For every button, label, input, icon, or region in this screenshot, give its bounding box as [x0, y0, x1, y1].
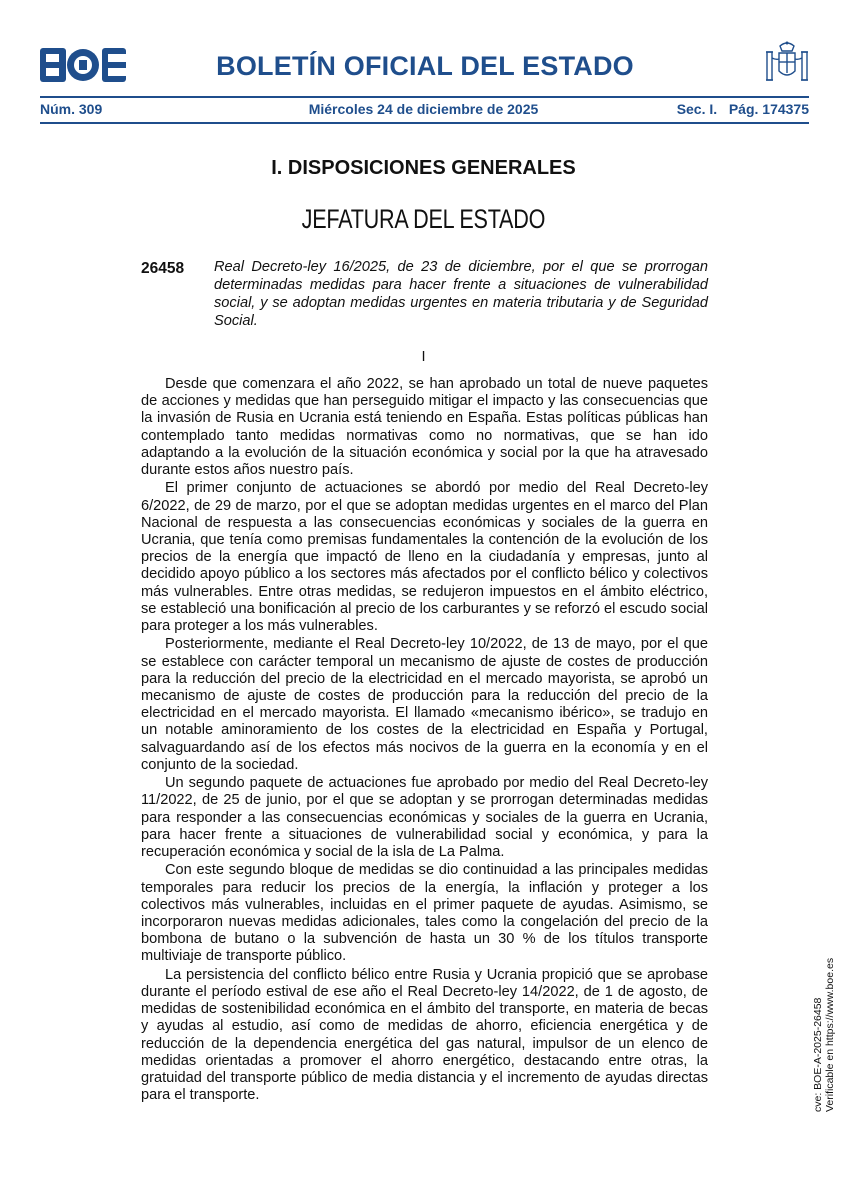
issue-number: Núm. 309	[40, 101, 103, 117]
paragraph: Con este segundo bloque de medidas se dio continuidad a las principales medidas temporales para reducir los precios de la energía, la inflación y proteger a los colectivos más vulnerables, incluidas en el primer paquete de ayudas. Asimismo, se incorporaron nuevas medidas adicionales, tales como la congelación del precio de la bombona de butano o la subvención de hasta un 30 % de los títulos transporte multiviaje de transporte público.	[141, 862, 708, 965]
paragraph: El primer conjunto de actuaciones se abordó por medio del Real Decreto-ley 6/2022, de 29 de marzo, por el que se adoptan medidas urgentes en el marco del Plan Nacional de respuesta a las consecuencias económicas y sociales de la guerra en Ucrania, que tenía como premisas fundamentales la contención de la evolución de los precios de la energía que impactó de lleno en la ciudadanía y empresas, junto al decidido apoyo público a los sectores más afectados por el conflicto bélico y colectivos más vulnerables. Entre otras medidas, se redujeron impuestos en el ámbito eléctrico, se estableció una bonificación al precio de los carburantes y se reforzó el escudo social para proteger a los más vulnerables.	[141, 480, 708, 635]
cve-code: cve: BOE-A-2025-26458	[812, 997, 824, 1112]
document-body	[141, 376, 708, 1106]
paragraph: La persistencia del conflicto bélico entre Rusia y Ucrania propició que se aprobase durante el período estival de ese año el Real Decreto-ley 14/2022, de 1 de agosto, de medidas de sostenibilidad económica en el ámbito del transporte, en materia de becas y ayudas al estudio, así como de medidas de ahorro, eficiencia energética y de reducción de la dependencia energética del gas natural, impulsor de un elenco de medidas orientadas a promover el ahorro energético, destacando entre otras, la gratuidad del transporte público de media distancia y el incremento de ayudas directas para el transporte.	[141, 966, 708, 1104]
disposition-title: Real Decreto-ley 16/2025, de 23 de diciembre, por el que se prorrogan determinadas medidas para hacer frente a situaciones de vulnerabilidad social, y se adoptan medidas urgentes en materia tributaria y de Seguridad Social.	[214, 259, 708, 329]
organism-title: JEFATURA DEL ESTADO	[301, 204, 546, 234]
header-bottom-rule	[40, 122, 809, 124]
issue-date: Miércoles 24 de diciembre de 2025	[308, 101, 539, 117]
verification-url: Verificable en https://www.boe.es	[824, 957, 836, 1112]
section-page: Sec. I. Pág. 174375	[676, 101, 809, 117]
newspaper-title: BOLETÍN OFICIAL DEL ESTADO	[216, 51, 634, 81]
paragraph: Posteriormente, mediante el Real Decreto-ley 10/2022, de 13 de mayo, por el que se establece con carácter temporal un mecanismo de ajuste de costes de producción para la reducción del precio de la electricidad en el mercado mayorista, se aprobó un mecanismo de ajuste de costes de producción para la reducción del precio de la electricidad en el mercado mayorista. El llamado «mecanismo ibérico», se tradujo en un notable aminoramiento de los costes de la electricidad en España y Portugal, salvaguardando así de los efectos más nocivos de la guerra en la economía y en el conjunto de la sociedad.	[141, 636, 708, 773]
paragraph: Desde que comenzara el año 2022, se han aprobado un total de nueve paquetes de acciones y medidas que han perseguido mitigar el impacto y las consecuencias que la invasión de Rusia en Ucrania está teniendo en España. Estas políticas públicas han contemplado tanto medidas normativas como no normativas, que se han ido adaptando a la evolución de la situación económica y social por la que ha atravesado durante estos años nuestro país.	[141, 376, 708, 479]
disposition-number: 26458	[141, 260, 185, 277]
paragraph: Un segundo paquete de actuaciones fue aprobado por medio del Real Decreto-ley 11/2022, de 25 de junio, por el que se adoptan y se prorrogan determinadas medidas para responder a las consecuencias económicas y sociales de la guerra en Ucrania, para hacer frente a situaciones de vulnerabilidad social y económica, y para la recuperación económica y social de la isla de La Palma.	[141, 775, 708, 861]
chapter-heading: I	[421, 349, 426, 365]
section-title: I. DISPOSICIONES GENERALES	[271, 157, 576, 179]
boe-logo	[40, 48, 126, 82]
header-top-rule	[40, 96, 809, 98]
coat-of-arms-icon	[764, 40, 810, 88]
